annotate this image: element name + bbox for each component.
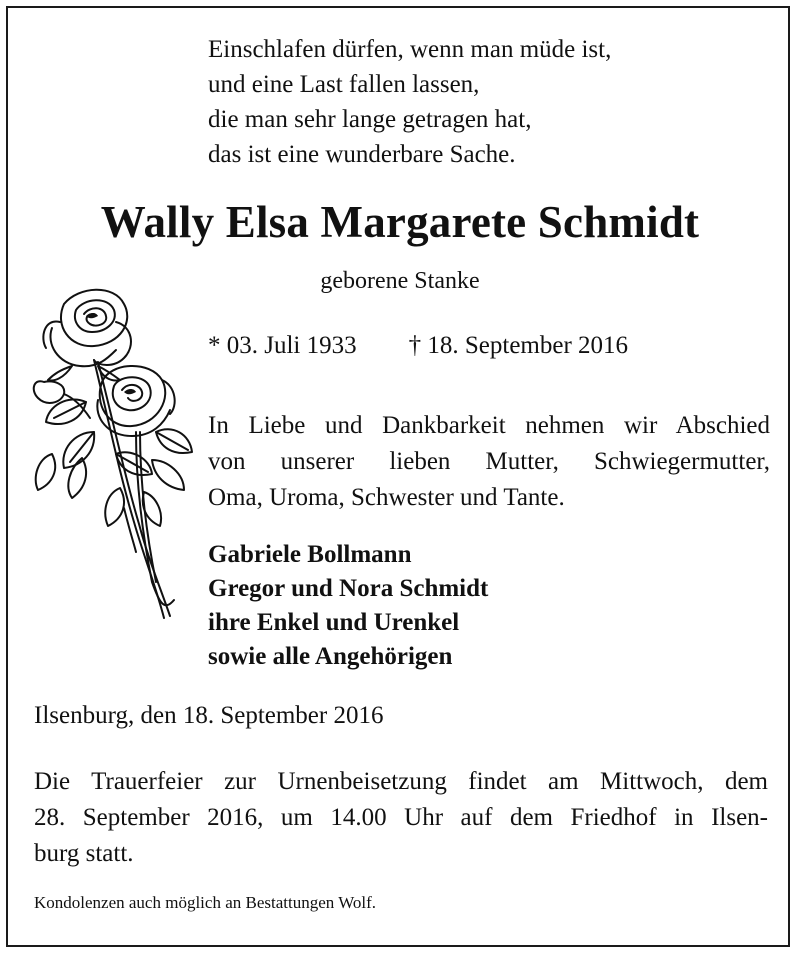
- place-date: Ilsenburg, den 18. September 2016: [34, 702, 384, 729]
- service-line: Die Trauerfeier zur Urnenbeisetzung findet am Mittwoch, dem: [34, 768, 768, 795]
- deceased-name: Wally Elsa Margarete Schmidt: [100, 197, 700, 247]
- mourner: ihre Enkel und Urenkel: [208, 609, 460, 636]
- service-info: [34, 764, 768, 872]
- tribute-line: In Liebe und Dankbarkeit nehmen wir Abschied: [208, 412, 770, 439]
- poem-line: Einschlafen dürfen, wenn man müde ist,: [208, 36, 612, 63]
- service-line: 28. September 2016, um 14.00 Uhr auf dem Friedhof in Ilsen-: [34, 804, 768, 831]
- maiden-name: geborene Stanke: [320, 268, 480, 294]
- poem-line: das ist eine wunderbare Sache.: [208, 141, 516, 168]
- birth-date: * 03. Juli 1933: [208, 332, 357, 359]
- poem-line: und eine Last fallen lassen,: [208, 71, 480, 98]
- condolence-note: Kondolenzen auch möglich an Bestattungen Wolf.: [34, 893, 377, 912]
- poem: [208, 32, 611, 172]
- mourner: Gregor und Nora Schmidt: [208, 575, 489, 602]
- poem-line: die man sehr lange getragen hat,: [208, 106, 532, 133]
- tribute-line: von unserer lieben Mutter, Schwiegermutter,: [208, 448, 770, 475]
- death-date: † 18. September 2016: [408, 332, 629, 359]
- mourner: sowie alle Angehörigen: [208, 643, 453, 670]
- mourners-list: [208, 538, 488, 674]
- mourner: Gabriele Bollmann: [208, 541, 412, 568]
- service-line: burg statt.: [34, 840, 134, 867]
- life-dates: [208, 332, 628, 360]
- rose-icon: [24, 282, 194, 628]
- tribute-line: Oma, Uroma, Schwester und Tante.: [208, 484, 565, 511]
- tribute-text: [208, 408, 770, 516]
